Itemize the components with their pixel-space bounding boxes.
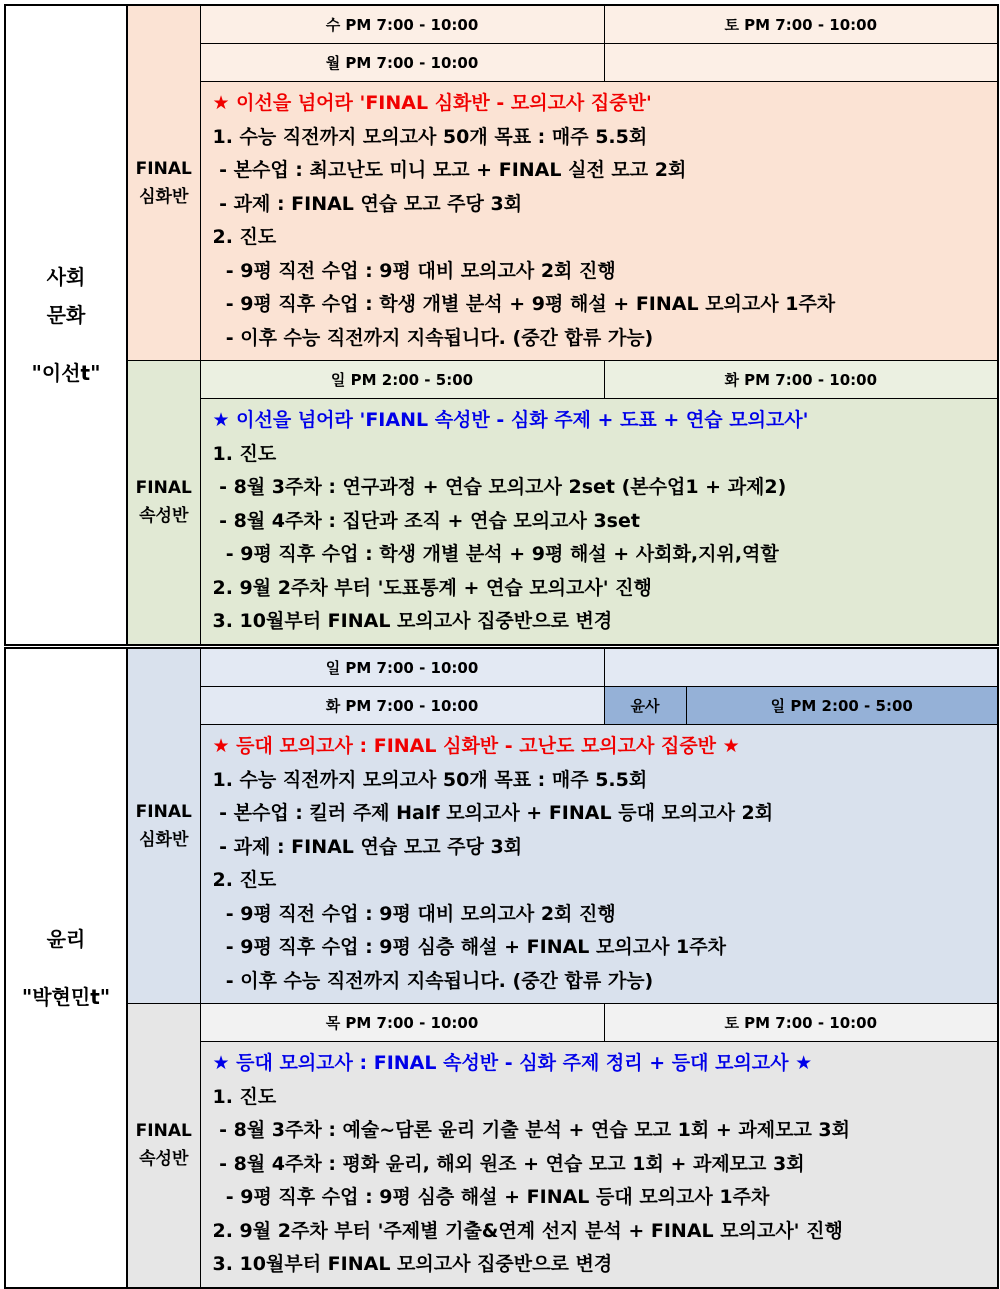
class-label-line1: FINAL — [135, 802, 192, 822]
class-label-line2: 심화반 — [139, 830, 189, 850]
description-line: - 이후 수능 직전까지 지속됩니다. (중간 합류 가능) — [212, 969, 654, 992]
description-line: - 9평 직후 수업 : 9평 심층 해설 + FINAL 모의고사 1주차 — [212, 936, 726, 958]
headline: ★ 이선을 넘어라 'FINAL 심화반 - 모의고사 집중반' — [212, 92, 652, 114]
description-line: - 9평 직후 수업 : 9평 심층 해설 + FINAL 등대 모의고사 1주차 — [212, 1186, 770, 1208]
class-label-advanced — [127, 648, 200, 1004]
time-slot: 일 PM 2:00 - 5:00 — [686, 687, 998, 725]
description-line: - 본수업 : 킬러 주제 Half 모의고사 + FINAL 등대 모의고사 2회 — [212, 802, 774, 824]
description-line: - 본수업 : 최고난도 미니 모고 + FINAL 실전 모고 2회 — [212, 159, 687, 181]
class-description — [200, 1042, 998, 1288]
class-label-line2: 속성반 — [139, 506, 189, 527]
description-line: - 9평 직후 수업 : 학생 개별 분석 + 9평 해설 + FINAL 모의고사 1주차 — [212, 293, 836, 315]
description-line: 1. 수능 직전까지 모의고사 50개 목표 : 매주 5.5회 — [212, 768, 648, 791]
description-line: - 과제 : FINAL 연습 모고 주당 3회 — [212, 192, 523, 215]
description-line: - 9평 직전 수업 : 9평 대비 모의고사 2회 진행 — [212, 259, 616, 282]
time-slot: 일 PM 2:00 - 5:00 — [200, 361, 604, 399]
sub-subject-label: 윤사 — [604, 687, 686, 725]
description-line: 3. 10월부터 FINAL 모의고사 집중반으로 변경 — [212, 610, 613, 632]
time-slot: 수 PM 7:00 - 10:00 — [200, 5, 604, 44]
description-line: - 8월 3주차 : 연구과정 + 연습 모의고사 2set (본수업1 + 과제2) — [212, 476, 787, 498]
description-line: 1. 진도 — [212, 442, 277, 465]
subject-cell — [5, 5, 127, 645]
description-line: 3. 10월부터 FINAL 모의고사 집중반으로 변경 — [212, 1253, 613, 1275]
subject-name-line2: 문화 — [46, 302, 86, 327]
time-slot: 화 PM 7:00 - 10:00 — [604, 361, 998, 399]
time-slot: 월 PM 7:00 - 10:00 — [200, 44, 604, 82]
description-line: 2. 진도 — [212, 226, 277, 248]
headline: ★ 이선을 넘어라 'FIANL 속성반 - 심화 주제 + 도표 + 연습 모의고사' — [212, 409, 809, 431]
class-label-advanced — [127, 5, 200, 361]
headline: ★ 등대 모의고사 : FINAL 속성반 - 심화 주제 정리 + 등대 모의고사 ★ — [212, 1052, 813, 1074]
class-label-line1: FINAL — [135, 159, 192, 179]
time-slot: 일 PM 7:00 - 10:00 — [200, 648, 604, 687]
schedule-table-ethics — [4, 647, 999, 1289]
subject-name: 윤리 — [46, 926, 86, 951]
class-label-line1: FINAL — [135, 1121, 192, 1142]
time-slot: 화 PM 7:00 - 10:00 — [200, 687, 604, 725]
description-line: 1. 진도 — [212, 1085, 277, 1108]
class-label-line1: FINAL — [135, 478, 192, 499]
time-slot-empty — [604, 648, 998, 687]
description-line: - 8월 4주차 : 집단과 조직 + 연습 모의고사 3set — [212, 509, 640, 532]
class-label-express — [127, 1004, 200, 1288]
description-line: - 이후 수능 직전까지 지속됩니다. (중간 합류 가능) — [212, 326, 654, 349]
time-slot: 목 PM 7:00 - 10:00 — [200, 1004, 604, 1042]
description-line: 2. 9월 2주차 부터 '도표통계 + 연습 모의고사' 진행 — [212, 576, 652, 599]
class-description — [200, 399, 998, 645]
description-line: 2. 진도 — [212, 869, 277, 891]
subject-cell — [5, 648, 127, 1288]
description-line: - 9평 직전 수업 : 9평 대비 모의고사 2회 진행 — [212, 902, 616, 925]
schedule-table-social-culture — [4, 4, 999, 646]
subject-name-line1: 사회 — [46, 264, 86, 289]
description-line: 2. 9월 2주차 부터 '주제별 기출&연계 선지 분석 + FINAL 모의고사' 진행 — [212, 1219, 843, 1242]
description-line: - 8월 4주차 : 평화 윤리, 해외 원조 + 연습 모고 1회 + 과제모고 3회 — [212, 1152, 805, 1175]
time-slot: 토 PM 7:00 - 10:00 — [604, 1004, 998, 1042]
description-line: 1. 수능 직전까지 모의고사 50개 목표 : 매주 5.5회 — [212, 125, 648, 148]
class-label-express — [127, 361, 200, 645]
description-line: - 과제 : FINAL 연습 모고 주당 3회 — [212, 835, 523, 858]
teacher-name: "박현민t" — [21, 984, 111, 1009]
teacher-name: "이선t" — [31, 360, 101, 385]
headline: ★ 등대 모의고사 : FINAL 심화반 - 고난도 모의고사 집중반 ★ — [212, 735, 740, 757]
time-slot-empty — [604, 44, 998, 82]
class-description — [200, 82, 998, 361]
description-line: - 9평 직후 수업 : 학생 개별 분석 + 9평 해설 + 사회화,지위,역할 — [212, 543, 779, 565]
time-slot: 토 PM 7:00 - 10:00 — [604, 5, 998, 44]
class-label-line2: 속성반 — [139, 1149, 189, 1170]
class-description — [200, 725, 998, 1004]
description-line: - 8월 3주차 : 예술~담론 윤리 기출 분석 + 연습 모고 1회 + 과제모고 3회 — [212, 1119, 850, 1141]
class-label-line2: 심화반 — [139, 187, 189, 207]
